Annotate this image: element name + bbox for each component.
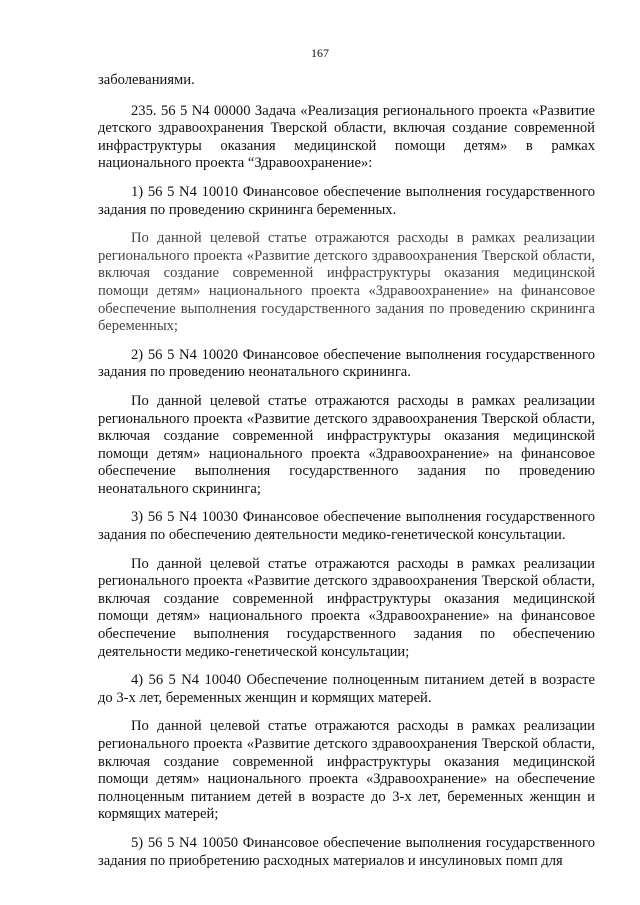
- paragraph-item-3: 3) 56 5 N4 10030 Финансовое обеспечение выполнения государственного задания по обеспечению деятельности медико-генетической консультации.: [98, 509, 595, 544]
- paragraph-continuation: заболеваниями.: [98, 72, 195, 88]
- paragraph-task-235: 235. 56 5 N4 00000 Задача «Реализация регионального проекта «Развитие детского здравоохранения Тверской области, включая создание современной инфраструктуры оказания медицинской помощи детям» в рамках национального проекта “Здравоохранение»:: [98, 102, 595, 172]
- page-number: 167: [311, 46, 329, 60]
- paragraph-item-2-description: По данной целевой статье отражаются расходы в рамках реализации регионального проекта «Развитие детского здравоохранения Тверской области, включая создание современной инфраструктуры оказания медицинской помощи детям» национального проекта «Здравоохранение» на финансовое обеспечение выполнения государственного задания по проведению неонатального скрининга;: [98, 392, 595, 497]
- paragraph-item-1: 1) 56 5 N4 10010 Финансовое обеспечение выполнения государственного задания по проведению скрининга беременных.: [98, 183, 595, 218]
- paragraph-item-5: 5) 56 5 N4 10050 Финансовое обеспечение выполнения государственного задания по приобретению расходных материалов и инсулиновых помп для: [98, 834, 595, 869]
- paragraph-item-2: 2) 56 5 N4 10020 Финансовое обеспечение выполнения государственного задания по проведению неонатального скрининга.: [98, 346, 595, 381]
- paragraph-item-4-description: По данной целевой статье отражаются расходы в рамках реализации регионального проекта «Развитие детского здравоохранения Тверской области, включая создание современной инфраструктуры оказания медицинской помощи детям» национального проекта «Здравоохранение» на обеспечение полноценным питанием детей в возрасте до 3-х лет, беременных женщин и кормящих матерей;: [98, 718, 595, 823]
- paragraph-item-3-description: По данной целевой статье отражаются расходы в рамках реализации регионального проекта «Развитие детского здравоохранения Тверской области, включая создание современной инфраструктуры оказания медицинской помощи детям» национального проекта «Здравоохранение» на финансовое обеспечение выполнения государственного задания по обеспечению деятельности медико-генетической консультации;: [98, 555, 595, 660]
- document-body: [98, 72, 595, 881]
- paragraph-item-4: 4) 56 5 N4 10040 Обеспечение полноценным питанием детей в возрасте до 3-х лет, беременных женщин и кормящих матерей.: [98, 672, 595, 706]
- paragraph-item-1-description: По данной целевой статье отражаются расходы в рамках реализации регионального проекта «Развитие детского здравоохранения Тверской области, включая создание современной инфраструктуры оказания медицинской помощи детям» национального проекта «Здравоохранение» на финансовое обеспечение выполнения государственного задания по проведению скрининга беременных;: [98, 230, 595, 335]
